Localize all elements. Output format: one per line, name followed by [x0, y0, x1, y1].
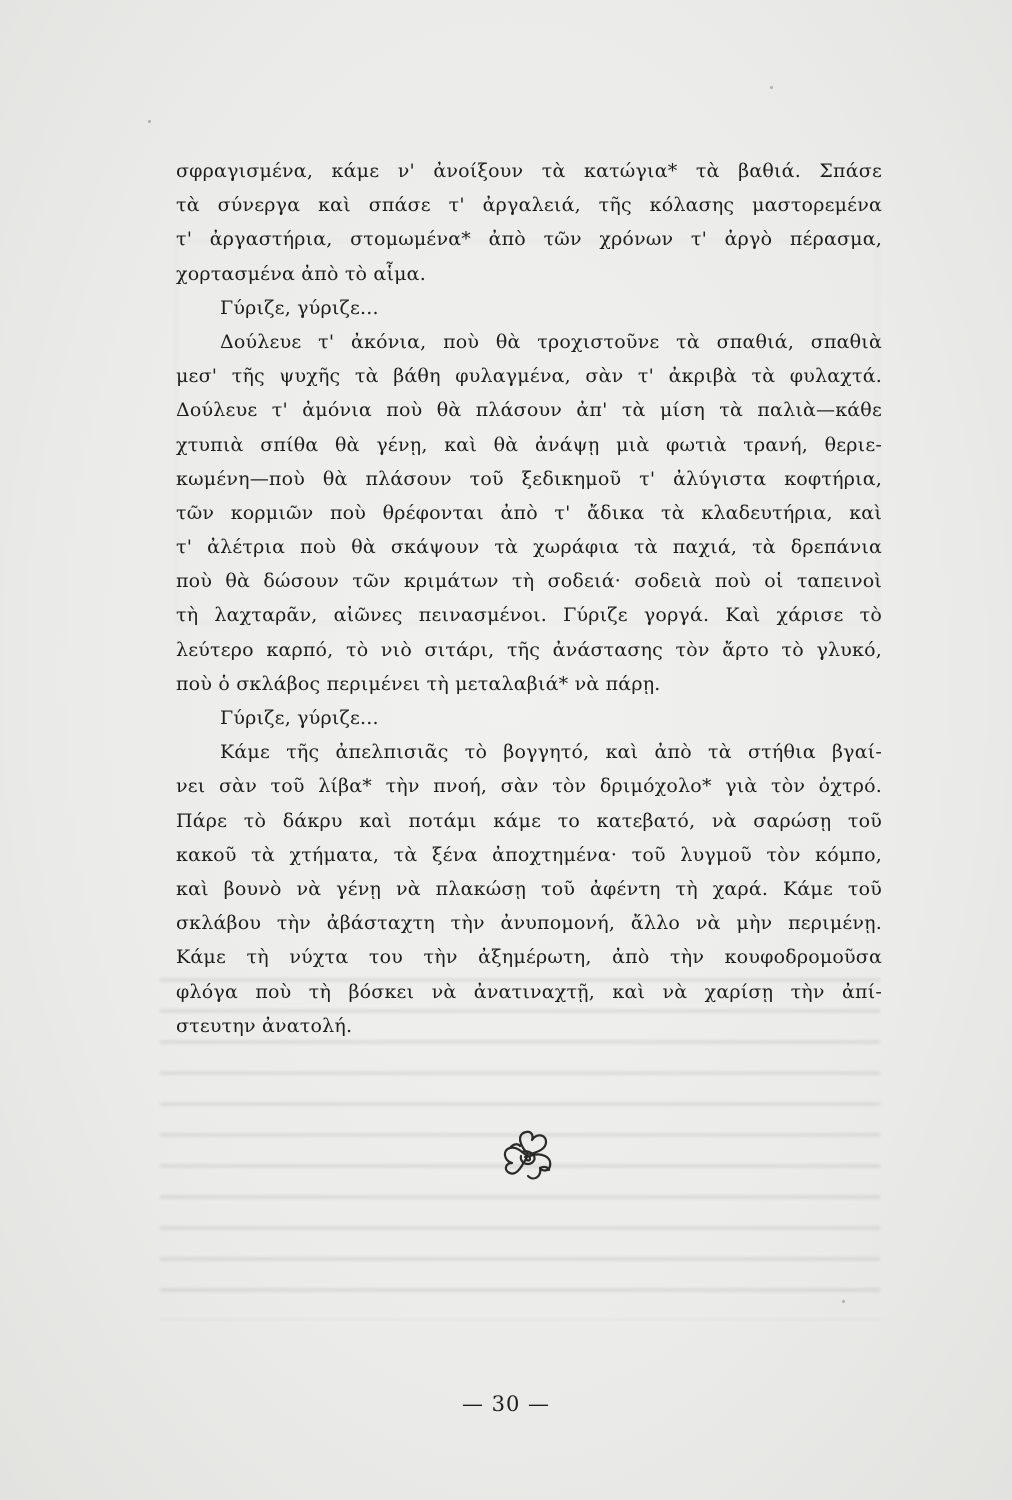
text-line: Πάρε τὸ δάκρυ καὶ ποτάμι κάμε το κατεβατό, νὰ σαρώσῃ τοῦ: [176, 809, 882, 832]
text-line: Δούλευε τ' ἀμόνια ποὺ θὰ πλάσουν ἀπ' τὰ μίση τὰ παλιὰ—κάθε: [176, 399, 882, 422]
text-line: σκλάβου τὴν ἀβάσταχτη τὴν ἀνυπομονή, ἄλλο νὰ μὴν περιμένῃ.: [176, 912, 882, 935]
text-line: Κάμε τὴ νύχτα του τὴν ἀξημέρωτη, ἀπὸ τὴν κουφοδρομοῦσα: [176, 946, 882, 969]
text-line: μεσ' τῆς ψυχῆς τὰ βάθη φυλαγμένα, σὰν τ' ἀκριβὰ τὰ φυλαχτά.: [176, 365, 882, 388]
text-line: τ' ἀλέτρια ποὺ θὰ σκάψουν τὰ χωράφια τὰ παχιά, τὰ δρεπάνια: [176, 536, 882, 559]
text-line: λεύτερο καρπό, τὸ νιὸ σιτάρι, τῆς ἀνάστασης τὸν ἄρτο τὸ γλυκό,: [176, 638, 882, 661]
text-line: νει σὰν τοῦ λίβα* τὴν πνοή, σὰν τὸν δριμόχολο* γιὰ τὸν ὀχτρό.: [176, 775, 882, 798]
text-line: Κάμε τῆς ἀπελπισιᾶς τὸ βογγητό, καὶ ἀπὸ τὰ στήθια βγαί-: [220, 741, 882, 764]
text-line: Δούλευε τ' ἀκόνια, ποὺ θὰ τροχιστοῦνε τὰ σπαθιά, σπαθιὰ: [220, 330, 882, 353]
page-number: — 30 —: [461, 1392, 551, 1416]
text-line: τῶν κορμιῶν ποὺ θρέφονται ἀπὸ τ' ἄδικα τὰ κλαδευτήρια, καὶ: [176, 501, 882, 524]
text-line: κακοῦ τὰ χτήματα, τὰ ξένα ἀποχτημένα· τοῦ λυγμοῦ τὸν κόμπο,: [176, 843, 882, 866]
text-line: τ' ἀργαστήρια, στομωμένα* ἀπὸ τῶν χρόνων τ' ἀργὸ πέρασμα,: [176, 228, 882, 251]
text-line: τὰ σύνεργα καὶ σπάσε τ' ἀργαλειά, τῆς κόλασης μαστορεμένα: [176, 194, 882, 217]
body-text: [176, 154, 882, 1043]
text-line: κωμένη—ποὺ θὰ πλάσουν τοῦ ξεδικημοῦ τ' ἀλύγιστα κοφτήρια,: [176, 467, 882, 490]
flower-ornament-icon: [496, 1124, 560, 1188]
paper-speck: [148, 120, 151, 123]
text-line: χτυπιὰ σπίθα θὰ γένῃ, καὶ θὰ ἀνάψῃ μιὰ φωτιὰ τρανή, θεριε-: [176, 433, 882, 456]
text-line: Γύριζε, γύριζε...: [220, 707, 379, 729]
text-line: χορτασμένα ἀπὸ τὸ αἷμα.: [176, 262, 426, 285]
paper-speck: [770, 86, 773, 89]
text-line: τὴ λαχταρᾶν, αἰῶνες πεινασμένοι. Γύριζε γοργά. Καὶ χάρισε τὸ: [176, 604, 882, 627]
text-line: φλόγα ποὺ τὴ βόσκει νὰ ἀνατιναχτῇ, καὶ νὰ χαρίσῃ τὴν ἀπί-: [176, 980, 882, 1003]
text-line: ποὺ ὁ σκλάβος περιμένει τὴ μεταλαβιά* νὰ πάρῃ.: [176, 672, 661, 695]
text-line: στευτην ἀνατολή.: [176, 1014, 353, 1037]
text-line: καὶ βουνὸ νὰ γένῃ νὰ πλακώσῃ τοῦ ἀφέντη τὴ χαρά. Κάμε τοῦ: [176, 877, 882, 900]
text-line: Γύριζε, γύριζε...: [220, 296, 379, 319]
text-line: σφραγισμένα, κάμε ν' ἀνοίξουν τὰ κατώγια* τὰ βαθιά. Σπάσε: [176, 160, 882, 182]
paper-speck: [842, 1300, 845, 1303]
text-line: ποὺ θὰ δώσουν τῶν κριμάτων τὴ σοδειά· σοδειὰ ποὺ οἱ ταπεινοὶ: [176, 570, 882, 593]
